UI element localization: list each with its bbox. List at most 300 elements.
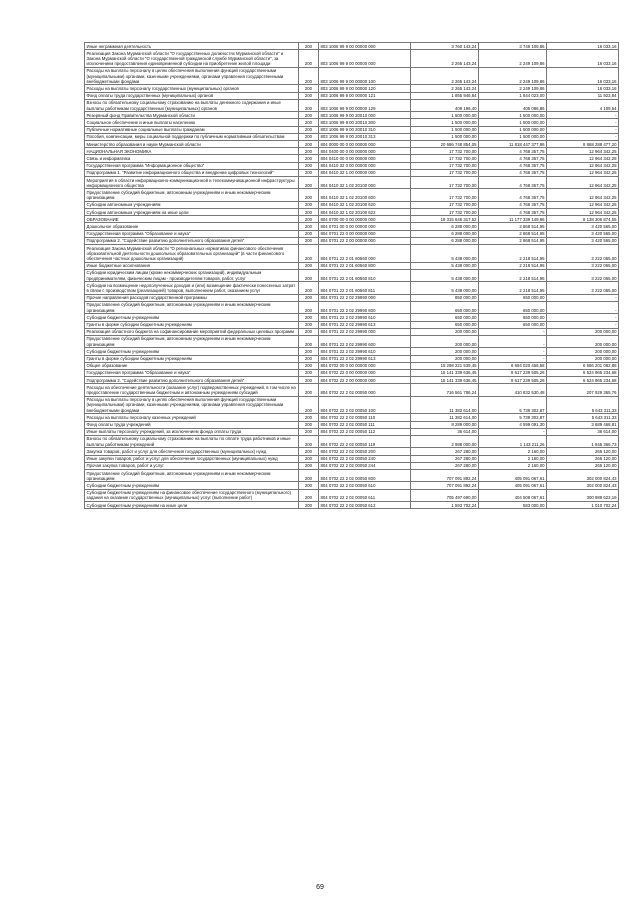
row-name-cell: Субсидии автономным учреждениям bbox=[85, 201, 299, 208]
table-row bbox=[85, 282, 619, 294]
row-code-cell: 200 bbox=[299, 301, 319, 313]
row-executed-amount-cell: 2 868 514,95 bbox=[479, 223, 547, 230]
row-unexecuted-amount-cell: 3 420 565,00 bbox=[547, 230, 619, 237]
row-unexecuted-amount-cell: 16 033,16 bbox=[547, 50, 619, 68]
table-row bbox=[85, 43, 619, 50]
row-executed-amount-cell: - bbox=[479, 355, 547, 362]
row-code-cell: 200 bbox=[299, 455, 319, 462]
report-sheet bbox=[84, 42, 617, 509]
row-executed-amount-cell: 1 500 000,00 bbox=[479, 112, 547, 119]
row-unexecuted-amount-cell: 12 964 342,25 bbox=[547, 155, 619, 162]
row-code-cell: 200 bbox=[299, 237, 319, 244]
row-classification-code-cell: 804 0410 32 1 02 20100 000 bbox=[319, 177, 411, 189]
row-code-cell: 200 bbox=[299, 294, 319, 301]
row-executed-amount-cell: 5 739 302,87 bbox=[479, 414, 547, 421]
table-row bbox=[85, 162, 619, 169]
row-classification-code-cell: 804 0701 22 2 02 29990 600 bbox=[319, 301, 411, 313]
row-code-cell: 200 bbox=[299, 230, 319, 237]
row-name-cell: Субсидии бюджетным учреждениям на финансовое обеспечение государственного (муниципального) задания на оказание государственных (муниципальных) услуг (выполнение работ) bbox=[85, 489, 299, 501]
table-row bbox=[85, 148, 619, 155]
row-approved-amount-cell: 1 500 000,00 bbox=[411, 119, 479, 126]
row-name-cell: Государственная программа "Информационное общество" bbox=[85, 162, 299, 169]
table-row bbox=[85, 245, 619, 263]
table-row bbox=[85, 189, 619, 201]
row-name-cell: Субсидии на возмещение недополученных доходов и (или) возмещение фактически понесенных затрат в связи с производством (реализацией) товаров, выполнением работ, оказанием услуг bbox=[85, 282, 299, 294]
row-name-cell: Взносы по обязательному социальному страхованию на выплаты денежного содержания и иные выплаты работникам государственных (муниципальных) органов bbox=[85, 99, 299, 111]
table-row bbox=[85, 414, 619, 421]
row-name-cell: Субсидии юридическим лицам (кроме некоммерческих организаций), индивидуальным предпринимателям, физическим лицам - производителям товаров, работ, услуг bbox=[85, 269, 299, 281]
row-executed-amount-cell: 2 160,00 bbox=[479, 462, 547, 469]
row-executed-amount-cell: 4 599 091,30 bbox=[479, 421, 547, 428]
table-row bbox=[85, 384, 619, 396]
row-name-cell: Социальное обеспечение и иные выплаты населению bbox=[85, 119, 299, 126]
row-code-cell: 200 bbox=[299, 112, 319, 119]
row-classification-code-cell: 804 0702 22 2 02 00050 110 bbox=[319, 414, 411, 421]
row-classification-code-cell: 803 1006 99 9 00 00000 000 bbox=[319, 50, 411, 68]
row-approved-amount-cell: 1 500 000,00 bbox=[411, 126, 479, 133]
row-classification-code-cell: 804 0701 22 0 00 00000 000 bbox=[319, 230, 411, 237]
row-classification-code-cell: 804 0701 22 2 02 29990 613 bbox=[319, 321, 411, 328]
row-code-cell: 200 bbox=[299, 362, 319, 369]
row-unexecuted-amount-cell: 5 643 311,33 bbox=[547, 396, 619, 414]
row-approved-amount-cell: 17 732 700,00 bbox=[411, 201, 479, 208]
row-approved-amount-cell: 17 732 700,00 bbox=[411, 148, 479, 155]
row-approved-amount-cell: 200 000,00 bbox=[411, 328, 479, 335]
row-unexecuted-amount-cell: 265 120,00 bbox=[547, 462, 619, 469]
row-executed-amount-cell: 405 091 067,61 bbox=[479, 470, 547, 482]
row-approved-amount-cell: 11 382 614,00 bbox=[411, 396, 479, 414]
row-name-cell: Субсидии бюджетным учреждениям bbox=[85, 348, 299, 355]
row-unexecuted-amount-cell: 3 689 468,81 bbox=[547, 421, 619, 428]
row-code-cell: 200 bbox=[299, 133, 319, 140]
row-classification-code-cell: 804 0702 22 0 00 00000 000 bbox=[319, 369, 411, 376]
row-unexecuted-amount-cell: 36 614,00 bbox=[547, 428, 619, 435]
table-row bbox=[85, 169, 619, 176]
row-code-cell: 200 bbox=[299, 141, 319, 148]
row-approved-amount-cell: 36 614,00 bbox=[411, 428, 479, 435]
row-code-cell: 200 bbox=[299, 119, 319, 126]
row-code-cell: 200 bbox=[299, 314, 319, 321]
row-code-cell: 200 bbox=[299, 245, 319, 263]
table-row bbox=[85, 269, 619, 281]
row-name-cell: Иные бюджетные ассигнования bbox=[85, 262, 299, 269]
row-name-cell: Иные неграммная деятельность bbox=[85, 43, 299, 50]
row-name-cell: Предоставление субсидий бюджетным, автономным учреждениям и иным некоммерческим организациям bbox=[85, 189, 299, 201]
row-name-cell: Резервный фонд Правительства Мурманской области bbox=[85, 112, 299, 119]
table-row bbox=[85, 119, 619, 126]
table-row bbox=[85, 462, 619, 469]
row-name-cell: Реализация Закона Мурманской области "О государственных должностях Мурманской области" и Закона Мурманской области "О государственной гражданской службе Мурманской области", за исключением предоставления единовременной субсидии на приобретение жилой площади bbox=[85, 50, 299, 68]
row-code-cell: 200 bbox=[299, 369, 319, 376]
row-classification-code-cell: 804 0410 32 0 00 00000 000 bbox=[319, 162, 411, 169]
row-code-cell: 200 bbox=[299, 177, 319, 189]
row-classification-code-cell: 804 0410 32 1 02 20100 600 bbox=[319, 189, 411, 201]
row-classification-code-cell: 804 0702 22 2 02 00050 100 bbox=[319, 396, 411, 414]
row-approved-amount-cell: 650 000,00 bbox=[411, 301, 479, 313]
row-unexecuted-amount-cell: 200 000,00 bbox=[547, 348, 619, 355]
table-row bbox=[85, 355, 619, 362]
row-classification-code-cell: 803 1006 99 9 00 00000 120 bbox=[319, 85, 411, 92]
row-executed-amount-cell: 650 000,00 bbox=[479, 321, 547, 328]
row-code-cell: 200 bbox=[299, 50, 319, 68]
row-approved-amount-cell: 20 686 748 854,05 bbox=[411, 141, 479, 148]
row-classification-code-cell: 804 0701 22 2 01 60560 810 bbox=[319, 269, 411, 281]
row-executed-amount-cell: 3 749 109,86 bbox=[479, 43, 547, 50]
row-approved-amount-cell: 409 196,40 bbox=[411, 99, 479, 111]
row-code-cell: 200 bbox=[299, 43, 319, 50]
row-approved-amount-cell: 2 265 143,24 bbox=[411, 85, 479, 92]
row-unexecuted-amount-cell: - bbox=[547, 314, 619, 321]
row-code-cell: 200 bbox=[299, 209, 319, 216]
row-executed-amount-cell: 2 218 514,95 bbox=[479, 245, 547, 263]
row-executed-amount-cell: 8 617 239 505,26 bbox=[479, 369, 547, 376]
table-row bbox=[85, 294, 619, 301]
row-classification-code-cell: 804 0701 22 2 02 29990 000 bbox=[319, 294, 411, 301]
row-name-cell: Министерство образования и науки Мурманской области bbox=[85, 141, 299, 148]
row-unexecuted-amount-cell: 4 109,54 bbox=[547, 99, 619, 111]
row-unexecuted-amount-cell: 6 524 965 234,68 bbox=[547, 377, 619, 384]
row-unexecuted-amount-cell: 3 222 065,00 bbox=[547, 269, 619, 281]
row-name-cell: Субсидии бюджетным учреждениям на иные цели bbox=[85, 502, 299, 509]
row-approved-amount-cell: 19 315 646 317,52 bbox=[411, 216, 479, 223]
row-executed-amount-cell: 410 832 530,48 bbox=[479, 384, 547, 396]
row-executed-amount-cell: 1 500 000,00 bbox=[479, 133, 547, 140]
row-name-cell: Публичные нормативные социальные выплаты гражданам bbox=[85, 126, 299, 133]
table-row bbox=[85, 126, 619, 133]
row-unexecuted-amount-cell: - bbox=[547, 133, 619, 140]
row-name-cell: Пособия, компенсации, меры социальной поддержки по публичным нормативным обязательствам bbox=[85, 133, 299, 140]
row-code-cell: 200 bbox=[299, 377, 319, 384]
row-unexecuted-amount-cell: 16 033,16 bbox=[547, 67, 619, 85]
table-row bbox=[85, 99, 619, 111]
row-name-cell: Расходы на обеспечение деятельности (оказание услуг) подведомственных учреждений, в том числе на предоставление государственным бюджетным и автономным учреждениям субсидий bbox=[85, 384, 299, 396]
row-classification-code-cell: 804 0701 22 2 01 60560 811 bbox=[319, 282, 411, 294]
row-approved-amount-cell: 17 732 700,00 bbox=[411, 169, 479, 176]
row-executed-amount-cell: 404 508 067,61 bbox=[479, 489, 547, 501]
row-executed-amount-cell: 405 086,86 bbox=[479, 99, 547, 111]
row-executed-amount-cell: 11 818 447 377,86 bbox=[479, 141, 547, 148]
row-name-cell: Реализация областного бюджета на софинансирование мероприятий федеральных целевых программ bbox=[85, 328, 299, 335]
table-row bbox=[85, 396, 619, 414]
row-executed-amount-cell: 11 177 339 149,86 bbox=[479, 216, 547, 223]
row-approved-amount-cell: 8 289 000,00 bbox=[411, 421, 479, 428]
row-executed-amount-cell: 2 249 109,86 bbox=[479, 67, 547, 85]
row-code-cell: 200 bbox=[299, 262, 319, 269]
row-unexecuted-amount-cell: - bbox=[547, 321, 619, 328]
row-code-cell: 200 bbox=[299, 92, 319, 99]
row-name-cell: Иные выплаты персоналу учреждений, за исключением фонда оплаты труда bbox=[85, 428, 299, 435]
budget-execution-table bbox=[84, 42, 619, 509]
table-row bbox=[85, 85, 619, 92]
row-unexecuted-amount-cell: 200 000,00 bbox=[547, 355, 619, 362]
row-unexecuted-amount-cell: 16 033,16 bbox=[547, 85, 619, 92]
row-classification-code-cell: 804 0702 00 0 00 00000 000 bbox=[319, 362, 411, 369]
row-executed-amount-cell: 405 091 067,61 bbox=[479, 482, 547, 489]
row-unexecuted-amount-cell: 6 566 201 082,86 bbox=[547, 362, 619, 369]
row-classification-code-cell: 804 0701 22 2 02 29990 613 bbox=[319, 355, 411, 362]
row-classification-code-cell: 803 1006 99 9 00 00000 100 bbox=[319, 67, 411, 85]
row-executed-amount-cell: 8 617 239 505,26 bbox=[479, 377, 547, 384]
row-unexecuted-amount-cell: 265 120,00 bbox=[547, 455, 619, 462]
row-name-cell: Подпрограмма 2. "Содействие развитию дополнительного образования детей" bbox=[85, 377, 299, 384]
row-unexecuted-amount-cell: 302 000 824,43 bbox=[547, 470, 619, 482]
row-approved-amount-cell: 5 438 000,00 bbox=[411, 245, 479, 263]
row-executed-amount-cell: 2 160,00 bbox=[479, 455, 547, 462]
row-executed-amount-cell: 2 868 514,95 bbox=[479, 237, 547, 244]
table-row bbox=[85, 502, 619, 509]
row-name-cell: Расходы на выплаты персоналу государственных (муниципальных) органов bbox=[85, 85, 299, 92]
row-classification-code-cell: 803 1006 99 9 00 00000 000 bbox=[319, 43, 411, 50]
row-executed-amount-cell: 2 868 514,95 bbox=[479, 230, 547, 237]
row-name-cell: Предоставление субсидий бюджетным, автономным учреждениям и иным некоммерческим организациям bbox=[85, 301, 299, 313]
row-approved-amount-cell: 1 855 946,84 bbox=[411, 92, 479, 99]
row-code-cell: 200 bbox=[299, 67, 319, 85]
row-unexecuted-amount-cell: 302 000 824,43 bbox=[547, 482, 619, 489]
table-row bbox=[85, 377, 619, 384]
row-executed-amount-cell: 2 249 109,86 bbox=[479, 85, 547, 92]
table-row bbox=[85, 314, 619, 321]
row-code-cell: 200 bbox=[299, 435, 319, 447]
row-classification-code-cell: 804 0410 00 0 00 00000 000 bbox=[319, 155, 411, 162]
table-row bbox=[85, 209, 619, 216]
row-code-cell: 200 bbox=[299, 428, 319, 435]
row-code-cell: 200 bbox=[299, 99, 319, 111]
table-row bbox=[85, 470, 619, 482]
row-approved-amount-cell: 650 000,00 bbox=[411, 321, 479, 328]
row-code-cell: 200 bbox=[299, 269, 319, 281]
row-code-cell: 200 bbox=[299, 489, 319, 501]
row-name-cell: Взносы по обязательному социальному страхованию на выплаты по оплате труда работников и иные выплаты работникам учреждений bbox=[85, 435, 299, 447]
row-executed-amount-cell: 2 249 109,86 bbox=[479, 50, 547, 68]
row-unexecuted-amount-cell: 1 845 366,73 bbox=[547, 435, 619, 447]
row-approved-amount-cell: 200 000,00 bbox=[411, 355, 479, 362]
row-unexecuted-amount-cell: - bbox=[547, 301, 619, 313]
row-name-cell: Расходы на выплаты персоналу в целях обеспечения выполнения функций государственными (муниципальными) органами, казенными учреждениями, органами управления государственными внебюджетными фондами bbox=[85, 396, 299, 414]
row-classification-code-cell: 804 0702 22 2 02 00050 610 bbox=[319, 482, 411, 489]
row-name-cell: Мероприятия в области информационно-коммуникационной и телекоммуникационной инфраструктуры информационного общества bbox=[85, 177, 299, 189]
row-approved-amount-cell: 2 265 143,24 bbox=[411, 67, 479, 85]
row-name-cell: Предоставление субсидий бюджетным, автономным учреждениям и иным некоммерческим организациям bbox=[85, 470, 299, 482]
row-classification-code-cell: 803 1006 99 9 00 00000 121 bbox=[319, 92, 411, 99]
table-row bbox=[85, 369, 619, 376]
row-code-cell: 200 bbox=[299, 414, 319, 421]
row-name-cell: Связь и информатика bbox=[85, 155, 299, 162]
row-classification-code-cell: 804 0702 22 2 02 00050 611 bbox=[319, 489, 411, 501]
row-executed-amount-cell: 2 160,00 bbox=[479, 448, 547, 455]
row-classification-code-cell: 803 1006 99 9 00 20010 310 bbox=[319, 126, 411, 133]
row-name-cell: Закупка товаров, работ и услуг для обеспечения государственных (муниципальных) нужд bbox=[85, 448, 299, 455]
table-row bbox=[85, 448, 619, 455]
row-unexecuted-amount-cell: 11 923,84 bbox=[547, 92, 619, 99]
row-classification-code-cell: 804 0701 00 0 00 00000 000 bbox=[319, 223, 411, 230]
row-executed-amount-cell: 4 768 357,75 bbox=[479, 169, 547, 176]
row-classification-code-cell: 804 0701 22 2 02 29990 000 bbox=[319, 328, 411, 335]
row-code-cell: 200 bbox=[299, 85, 319, 92]
row-approved-amount-cell: 5 438 000,00 bbox=[411, 269, 479, 281]
row-executed-amount-cell: 4 768 357,75 bbox=[479, 148, 547, 155]
row-approved-amount-cell: 17 732 700,00 bbox=[411, 155, 479, 162]
row-code-cell: 200 bbox=[299, 335, 319, 347]
row-approved-amount-cell: 2 988 000,00 bbox=[411, 435, 479, 447]
table-row bbox=[85, 223, 619, 230]
row-name-cell: Расходы на выплаты персоналу в целях обеспечения выполнения функций государственными (муниципальными) органами, казенными учреждениями, органами управления государственными внебюджетными фондами bbox=[85, 67, 299, 85]
row-approved-amount-cell: 650 000,00 bbox=[411, 314, 479, 321]
row-name-cell: Фонд оплаты труда учреждений bbox=[85, 421, 299, 428]
table-row bbox=[85, 301, 619, 313]
row-approved-amount-cell: 850 000,00 bbox=[411, 294, 479, 301]
row-executed-amount-cell: 650 000,00 bbox=[479, 314, 547, 321]
row-code-cell: 200 bbox=[299, 201, 319, 208]
row-unexecuted-amount-cell: 6 524 965 234,68 bbox=[547, 369, 619, 376]
row-name-cell: Подпрограмма 1. "Развитие информационного общества и внедрение цифровых технологий" bbox=[85, 169, 299, 176]
row-executed-amount-cell: 4 768 357,75 bbox=[479, 201, 547, 208]
row-classification-code-cell: 804 0400 00 0 00 00000 000 bbox=[319, 148, 411, 155]
row-executed-amount-cell: - bbox=[479, 348, 547, 355]
row-code-cell: 200 bbox=[299, 384, 319, 396]
row-executed-amount-cell: 8 694 020 456,58 bbox=[479, 362, 547, 369]
row-unexecuted-amount-cell: 16 033,16 bbox=[547, 43, 619, 50]
table-body bbox=[85, 43, 619, 509]
row-approved-amount-cell: 1 500 000,00 bbox=[411, 133, 479, 140]
row-code-cell: 200 bbox=[299, 216, 319, 223]
row-code-cell: 200 bbox=[299, 282, 319, 294]
row-approved-amount-cell: 5 438 000,00 bbox=[411, 262, 479, 269]
row-executed-amount-cell: 2 218 514,95 bbox=[479, 282, 547, 294]
table-row bbox=[85, 201, 619, 208]
row-executed-amount-cell: 1 143 211,26 bbox=[479, 435, 547, 447]
row-classification-code-cell: 804 0701 22 2 01 60560 800 bbox=[319, 262, 411, 269]
row-code-cell: 200 bbox=[299, 148, 319, 155]
row-classification-code-cell: 804 0701 22 2 01 60560 000 bbox=[319, 245, 411, 263]
row-unexecuted-amount-cell: 12 964 342,25 bbox=[547, 189, 619, 201]
row-unexecuted-amount-cell: 200 000,00 bbox=[547, 328, 619, 335]
table-row bbox=[85, 133, 619, 140]
row-unexecuted-amount-cell: 3 420 565,00 bbox=[547, 237, 619, 244]
row-executed-amount-cell: - bbox=[479, 335, 547, 347]
row-name-cell: Общее образование bbox=[85, 362, 299, 369]
row-approved-amount-cell: 267 280,00 bbox=[411, 455, 479, 462]
row-approved-amount-cell: 1 500 000,00 bbox=[411, 112, 479, 119]
table-row bbox=[85, 50, 619, 68]
row-classification-code-cell: 803 1006 99 9 00 20010 000 bbox=[319, 112, 411, 119]
row-executed-amount-cell: 650 000,00 bbox=[479, 294, 547, 301]
row-executed-amount-cell: 4 768 357,75 bbox=[479, 177, 547, 189]
table-row bbox=[85, 435, 619, 447]
row-unexecuted-amount-cell: 12 964 342,25 bbox=[547, 209, 619, 216]
table-row bbox=[85, 230, 619, 237]
row-code-cell: 200 bbox=[299, 189, 319, 201]
row-approved-amount-cell: 1 593 702,24 bbox=[411, 502, 479, 509]
row-executed-amount-cell: - bbox=[479, 328, 547, 335]
row-approved-amount-cell: 15 298 221 539,45 bbox=[411, 362, 479, 369]
row-classification-code-cell: 804 0410 32 1 00 00000 000 bbox=[319, 169, 411, 176]
row-approved-amount-cell: 17 732 700,00 bbox=[411, 209, 479, 216]
table-row bbox=[85, 141, 619, 148]
row-unexecuted-amount-cell: - bbox=[547, 294, 619, 301]
row-approved-amount-cell: 15 141 339 636,45 bbox=[411, 369, 479, 376]
row-classification-code-cell: 804 0702 22 2 02 00050 112 bbox=[319, 428, 411, 435]
row-unexecuted-amount-cell: - bbox=[547, 119, 619, 126]
row-unexecuted-amount-cell: - bbox=[547, 112, 619, 119]
row-classification-code-cell: 804 0701 22 2 02 29990 610 bbox=[319, 314, 411, 321]
row-unexecuted-amount-cell: 300 989 622,19 bbox=[547, 489, 619, 501]
row-executed-amount-cell: 1 500 000,00 bbox=[479, 119, 547, 126]
table-row bbox=[85, 155, 619, 162]
row-classification-code-cell: 804 0702 22 2 02 00050 119 bbox=[319, 435, 411, 447]
row-unexecuted-amount-cell: 3 420 565,00 bbox=[547, 223, 619, 230]
row-approved-amount-cell: 707 091 892,24 bbox=[411, 482, 479, 489]
row-classification-code-cell: 804 0701 22 2 02 29990 610 bbox=[319, 348, 411, 355]
row-approved-amount-cell: 5 438 000,00 bbox=[411, 282, 479, 294]
row-executed-amount-cell: 4 768 357,75 bbox=[479, 209, 547, 216]
row-classification-code-cell: 804 0702 22 2 02 00050 600 bbox=[319, 470, 411, 482]
row-approved-amount-cell: 716 561 786,24 bbox=[411, 384, 479, 396]
row-name-cell: Реализация Закона Мурманской области "О региональных нормативах финансового обеспечения образовательной деятельности дошкольных образовательных организаций" (в части финансового обеспечения частных дошкольных организаций) bbox=[85, 245, 299, 263]
table-row bbox=[85, 335, 619, 347]
row-code-cell: 200 bbox=[299, 421, 319, 428]
row-name-cell: Прочие направления расходов государственной программы bbox=[85, 294, 299, 301]
row-name-cell: Субсидии бюджетным учреждениям bbox=[85, 314, 299, 321]
row-executed-amount-cell: - bbox=[479, 428, 547, 435]
row-name-cell: Фонд оплаты труда государственных (муниципальных) органов bbox=[85, 92, 299, 99]
row-code-cell: 200 bbox=[299, 348, 319, 355]
row-executed-amount-cell: 4 768 357,75 bbox=[479, 162, 547, 169]
row-approved-amount-cell: 17 732 700,00 bbox=[411, 177, 479, 189]
row-approved-amount-cell: 15 141 339 636,45 bbox=[411, 377, 479, 384]
row-classification-code-cell: 804 0702 22 2 02 00050 240 bbox=[319, 455, 411, 462]
row-executed-amount-cell: 4 768 357,75 bbox=[479, 189, 547, 201]
row-name-cell: Предоставление субсидий бюджетным, автономным учреждениям и иным некоммерческим организациям bbox=[85, 335, 299, 347]
row-classification-code-cell: 804 0702 22 2 00 00000 000 bbox=[319, 377, 411, 384]
row-approved-amount-cell: 11 382 614,00 bbox=[411, 414, 479, 421]
table-row bbox=[85, 216, 619, 223]
table-row bbox=[85, 262, 619, 269]
row-approved-amount-cell: 6 288 000,00 bbox=[411, 223, 479, 230]
row-name-cell: Гранты в форме субсидии бюджетным учреждениям bbox=[85, 321, 299, 328]
row-code-cell: 200 bbox=[299, 502, 319, 509]
row-name-cell: Дошкольное образование bbox=[85, 223, 299, 230]
row-classification-code-cell: 804 0701 22 2 02 29990 600 bbox=[319, 335, 411, 347]
row-executed-amount-cell: 2 218 514,95 bbox=[479, 269, 547, 281]
row-code-cell: 200 bbox=[299, 155, 319, 162]
row-approved-amount-cell: 200 000,00 bbox=[411, 335, 479, 347]
row-classification-code-cell: 803 1006 99 9 00 20010 313 bbox=[319, 133, 411, 140]
table-row bbox=[85, 92, 619, 99]
row-name-cell: НАЦИОНАЛЬНАЯ ЭКОНОМИКА bbox=[85, 148, 299, 155]
row-name-cell: Расходы на выплаты персоналу казенных учреждений bbox=[85, 414, 299, 421]
table-row bbox=[85, 237, 619, 244]
row-approved-amount-cell: 267 280,00 bbox=[411, 448, 479, 455]
row-code-cell: 200 bbox=[299, 462, 319, 469]
row-executed-amount-cell: 650 000,00 bbox=[479, 301, 547, 313]
row-classification-code-cell: 804 0702 22 2 02 00050 200 bbox=[319, 448, 411, 455]
row-unexecuted-amount-cell: 12 964 342,25 bbox=[547, 162, 619, 169]
row-name-cell: Государственная программа "Образование и наука" bbox=[85, 230, 299, 237]
row-unexecuted-amount-cell: 12 964 342,25 bbox=[547, 169, 619, 176]
row-classification-code-cell: 803 1006 99 9 00 00000 129 bbox=[319, 99, 411, 111]
row-name-cell: Государственная программа "Образование и наука" bbox=[85, 369, 299, 376]
table-row bbox=[85, 328, 619, 335]
row-unexecuted-amount-cell: 3 222 065,00 bbox=[547, 245, 619, 263]
row-unexecuted-amount-cell: 8 868 288 477,20 bbox=[547, 141, 619, 148]
row-classification-code-cell: 804 0000 00 0 00 00000 000 bbox=[319, 141, 411, 148]
row-classification-code-cell: 804 0702 22 2 02 00050 244 bbox=[319, 462, 411, 469]
row-classification-code-cell: 803 1006 99 9 00 20010 300 bbox=[319, 119, 411, 126]
table-row bbox=[85, 455, 619, 462]
row-approved-amount-cell: 6 288 000,00 bbox=[411, 237, 479, 244]
row-approved-amount-cell: 6 288 000,00 bbox=[411, 230, 479, 237]
row-executed-amount-cell: 5 739 302,87 bbox=[479, 396, 547, 414]
